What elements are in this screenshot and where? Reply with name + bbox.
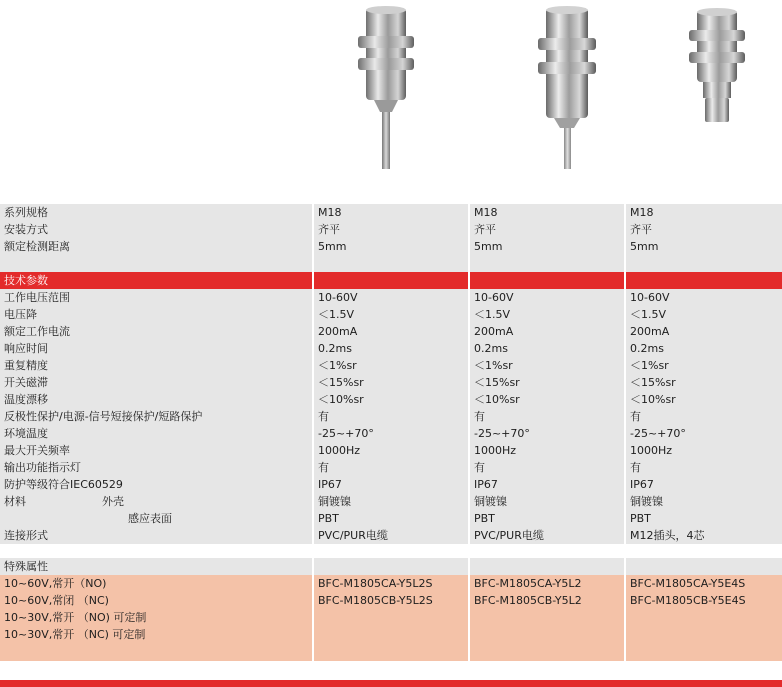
row-label-text: 10~30V,常开 （NC) 可定制 bbox=[4, 628, 146, 641]
row-label-text: 重复精度 bbox=[4, 359, 48, 372]
special-row bbox=[0, 626, 782, 643]
spec-table bbox=[0, 204, 782, 661]
material-shell-label: 外壳 bbox=[102, 495, 124, 508]
row-value-col-2 bbox=[470, 626, 626, 643]
row-label bbox=[0, 476, 314, 493]
row-value-col-2: 5mm bbox=[470, 238, 626, 255]
row-value-col-2: BFC-M1805CA-Y5L2 bbox=[470, 575, 626, 592]
row-value-col-3: BFC-M1805CB-Y5E4S bbox=[626, 592, 782, 609]
row-value-col-1: 0.2ms bbox=[314, 340, 470, 357]
row-value-col-2: PBT bbox=[470, 510, 626, 527]
product-images bbox=[0, 0, 782, 200]
row-value-col-1: 5mm bbox=[314, 238, 470, 255]
row-value-col-2: BFC-M1805CB-Y5L2 bbox=[470, 592, 626, 609]
row-value-col-2: -25~+70° bbox=[470, 425, 626, 442]
row-value-col-1 bbox=[314, 255, 470, 272]
row-value-col-1: 有 bbox=[314, 459, 470, 476]
row-label bbox=[0, 238, 314, 255]
tech-row bbox=[0, 357, 782, 374]
row-value-col-2: 200mA bbox=[470, 323, 626, 340]
row-value-col-3: 10-60V bbox=[626, 289, 782, 306]
row-label bbox=[0, 272, 314, 289]
row-label bbox=[0, 357, 314, 374]
tech-row bbox=[0, 476, 782, 493]
row-value-col-2: ＜15%sr bbox=[470, 374, 626, 391]
row-value-col-2: IP67 bbox=[470, 476, 626, 493]
row-value-col-3 bbox=[626, 626, 782, 643]
row-value-col-1 bbox=[314, 609, 470, 626]
row-label bbox=[0, 626, 314, 643]
row-label-text: 工作电压范围 bbox=[4, 291, 70, 304]
tech-row bbox=[0, 459, 782, 476]
row-value-col-3: 齐平 bbox=[626, 221, 782, 238]
row-value-col-3: 铜镀镍 bbox=[626, 493, 782, 510]
row-label bbox=[0, 643, 314, 661]
row-value-col-1: ＜10%sr bbox=[314, 391, 470, 408]
row-label bbox=[0, 459, 314, 476]
row-value-col-1: 200mA bbox=[314, 323, 470, 340]
row-value-col-3: 有 bbox=[626, 459, 782, 476]
row-value-col-2: ＜10%sr bbox=[470, 391, 626, 408]
row-value-col-1: IP67 bbox=[314, 476, 470, 493]
tech-row bbox=[0, 289, 782, 306]
row-label bbox=[0, 592, 314, 609]
row-label bbox=[0, 544, 314, 558]
row-value-col-3: -25~+70° bbox=[626, 425, 782, 442]
row-value-col-2: M18 bbox=[470, 204, 626, 221]
row-value-col-2 bbox=[470, 272, 626, 289]
row-value-col-2 bbox=[470, 255, 626, 272]
row-value-col-3 bbox=[626, 643, 782, 661]
row-value-col-3: 200mA bbox=[626, 323, 782, 340]
row-value-col-1 bbox=[314, 544, 470, 558]
row-label bbox=[0, 340, 314, 357]
row-value-col-2: 有 bbox=[470, 408, 626, 425]
row-value-col-1: -25~+70° bbox=[314, 425, 470, 442]
row-value-col-1 bbox=[314, 643, 470, 661]
row-value-col-3: 1000Hz bbox=[626, 442, 782, 459]
tech-row bbox=[0, 425, 782, 442]
sensor-cable-image-2 bbox=[528, 4, 606, 169]
basic-row bbox=[0, 204, 782, 221]
row-label-text: 系列规格 bbox=[4, 206, 48, 219]
row-value-col-3: IP67 bbox=[626, 476, 782, 493]
row-label-text: 输出功能指示灯 bbox=[4, 461, 81, 474]
special-row bbox=[0, 609, 782, 626]
row-value-col-1: 1000Hz bbox=[314, 442, 470, 459]
row-label bbox=[0, 323, 314, 340]
row-label bbox=[0, 527, 314, 544]
row-value-col-1: M18 bbox=[314, 204, 470, 221]
connection-row bbox=[0, 527, 782, 544]
row-label-text: 额定工作电流 bbox=[4, 325, 70, 338]
row-value-col-3: ＜1.5V bbox=[626, 306, 782, 323]
row-value-col-3: ＜10%sr bbox=[626, 391, 782, 408]
sensor-cable-image-1 bbox=[350, 4, 422, 169]
row-value-col-3: ＜1%sr bbox=[626, 357, 782, 374]
special-row bbox=[0, 575, 782, 592]
row-label bbox=[0, 510, 314, 527]
row-value-col-2: PVC/PUR电缆 bbox=[470, 527, 626, 544]
row-label-text: 特殊属性 bbox=[4, 560, 48, 573]
row-label-text: 10~60V,常开（NO) bbox=[4, 577, 107, 590]
row-value-col-2: 1000Hz bbox=[470, 442, 626, 459]
row-label bbox=[0, 442, 314, 459]
tech-row bbox=[0, 442, 782, 459]
row-value-col-1: ＜15%sr bbox=[314, 374, 470, 391]
row-label-text: 10~30V,常开 （NO) 可定制 bbox=[4, 611, 147, 624]
row-label bbox=[0, 558, 314, 575]
tech-row bbox=[0, 340, 782, 357]
tech-row bbox=[0, 323, 782, 340]
row-value-col-3: M18 bbox=[626, 204, 782, 221]
row-value-col-2: 0.2ms bbox=[470, 340, 626, 357]
row-label bbox=[0, 289, 314, 306]
row-value-col-1: ＜1.5V bbox=[314, 306, 470, 323]
row-value-col-2: ＜1.5V bbox=[470, 306, 626, 323]
row-label-text: 最大开关频率 bbox=[4, 444, 70, 457]
row-label bbox=[0, 408, 314, 425]
row-label bbox=[0, 493, 314, 510]
row-label-text: 电压降 bbox=[4, 308, 37, 321]
row-label bbox=[0, 221, 314, 238]
row-value-col-3: PBT bbox=[626, 510, 782, 527]
basic-row bbox=[0, 238, 782, 255]
row-label-text: 温度漂移 bbox=[4, 393, 48, 406]
sensor-connector-image bbox=[683, 6, 751, 126]
row-value-col-3: 5mm bbox=[626, 238, 782, 255]
row-value-col-3 bbox=[626, 558, 782, 575]
row-value-col-3: BFC-M1805CA-Y5E4S bbox=[626, 575, 782, 592]
special-row bbox=[0, 592, 782, 609]
row-value-col-1: BFC-M1805CA-Y5L2S bbox=[314, 575, 470, 592]
row-label bbox=[0, 374, 314, 391]
row-value-col-2: 10-60V bbox=[470, 289, 626, 306]
row-label-text: 安装方式 bbox=[4, 223, 48, 236]
row-value-col-3: 0.2ms bbox=[626, 340, 782, 357]
row-label-text: 响应时间 bbox=[4, 342, 48, 355]
spacer-row bbox=[0, 544, 782, 558]
row-label-text: 10~60V,常闭 （NC) bbox=[4, 594, 109, 607]
row-label bbox=[0, 306, 314, 323]
row-value-col-1: BFC-M1805CB-Y5L2S bbox=[314, 592, 470, 609]
row-value-col-1: PVC/PUR电缆 bbox=[314, 527, 470, 544]
row-value-col-3: M12插头，4芯 bbox=[626, 527, 782, 544]
material-surface-row bbox=[0, 510, 782, 527]
material-shell-row bbox=[0, 493, 782, 510]
basic-row bbox=[0, 255, 782, 272]
row-label-text: 反极性保护/电源-信号短接保护/短路保护 bbox=[4, 410, 203, 423]
row-label bbox=[0, 204, 314, 221]
row-value-col-3: 有 bbox=[626, 408, 782, 425]
special-row-empty bbox=[0, 643, 782, 661]
row-value-col-2: 齐平 bbox=[470, 221, 626, 238]
row-value-col-1: 齐平 bbox=[314, 221, 470, 238]
basic-row bbox=[0, 221, 782, 238]
row-value-col-3 bbox=[626, 609, 782, 626]
row-label bbox=[0, 255, 314, 272]
row-value-col-1: 铜镀镍 bbox=[314, 493, 470, 510]
row-value-col-1 bbox=[314, 272, 470, 289]
row-label-text: 额定检测距离 bbox=[4, 240, 70, 253]
row-label bbox=[0, 425, 314, 442]
bottom-red-bar bbox=[0, 680, 782, 687]
row-value-col-2: ＜1%sr bbox=[470, 357, 626, 374]
row-value-col-2: 铜镀镍 bbox=[470, 493, 626, 510]
row-value-col-3 bbox=[626, 544, 782, 558]
row-value-col-1: PBT bbox=[314, 510, 470, 527]
row-value-col-2 bbox=[470, 558, 626, 575]
special-header-row bbox=[0, 558, 782, 575]
row-value-col-1: 有 bbox=[314, 408, 470, 425]
tech-row bbox=[0, 374, 782, 391]
row-value-col-1: ＜1%sr bbox=[314, 357, 470, 374]
row-label bbox=[0, 391, 314, 408]
row-value-col-2: 有 bbox=[470, 459, 626, 476]
row-label-text: 技术参数 bbox=[4, 274, 48, 287]
row-label bbox=[0, 575, 314, 592]
row-value-col-3 bbox=[626, 272, 782, 289]
row-label-text: 环境温度 bbox=[4, 427, 48, 440]
tech-header-row bbox=[0, 272, 782, 289]
tech-row bbox=[0, 306, 782, 323]
tech-row bbox=[0, 408, 782, 425]
row-value-col-3 bbox=[626, 255, 782, 272]
row-value-col-3: ＜15%sr bbox=[626, 374, 782, 391]
row-value-col-1 bbox=[314, 558, 470, 575]
row-value-col-1: 10-60V bbox=[314, 289, 470, 306]
material-label: 材料 bbox=[4, 495, 26, 508]
row-value-col-1 bbox=[314, 626, 470, 643]
row-label-text: 防护等级符合IEC60529 bbox=[4, 478, 123, 491]
row-label-text: 连接形式 bbox=[4, 529, 48, 542]
tech-row bbox=[0, 391, 782, 408]
row-label-text: 感应表面 bbox=[128, 512, 172, 525]
row-label bbox=[0, 609, 314, 626]
row-value-col-2 bbox=[470, 643, 626, 661]
row-value-col-2 bbox=[470, 609, 626, 626]
row-label-text: 开关磁滞 bbox=[4, 376, 48, 389]
row-value-col-2 bbox=[470, 544, 626, 558]
